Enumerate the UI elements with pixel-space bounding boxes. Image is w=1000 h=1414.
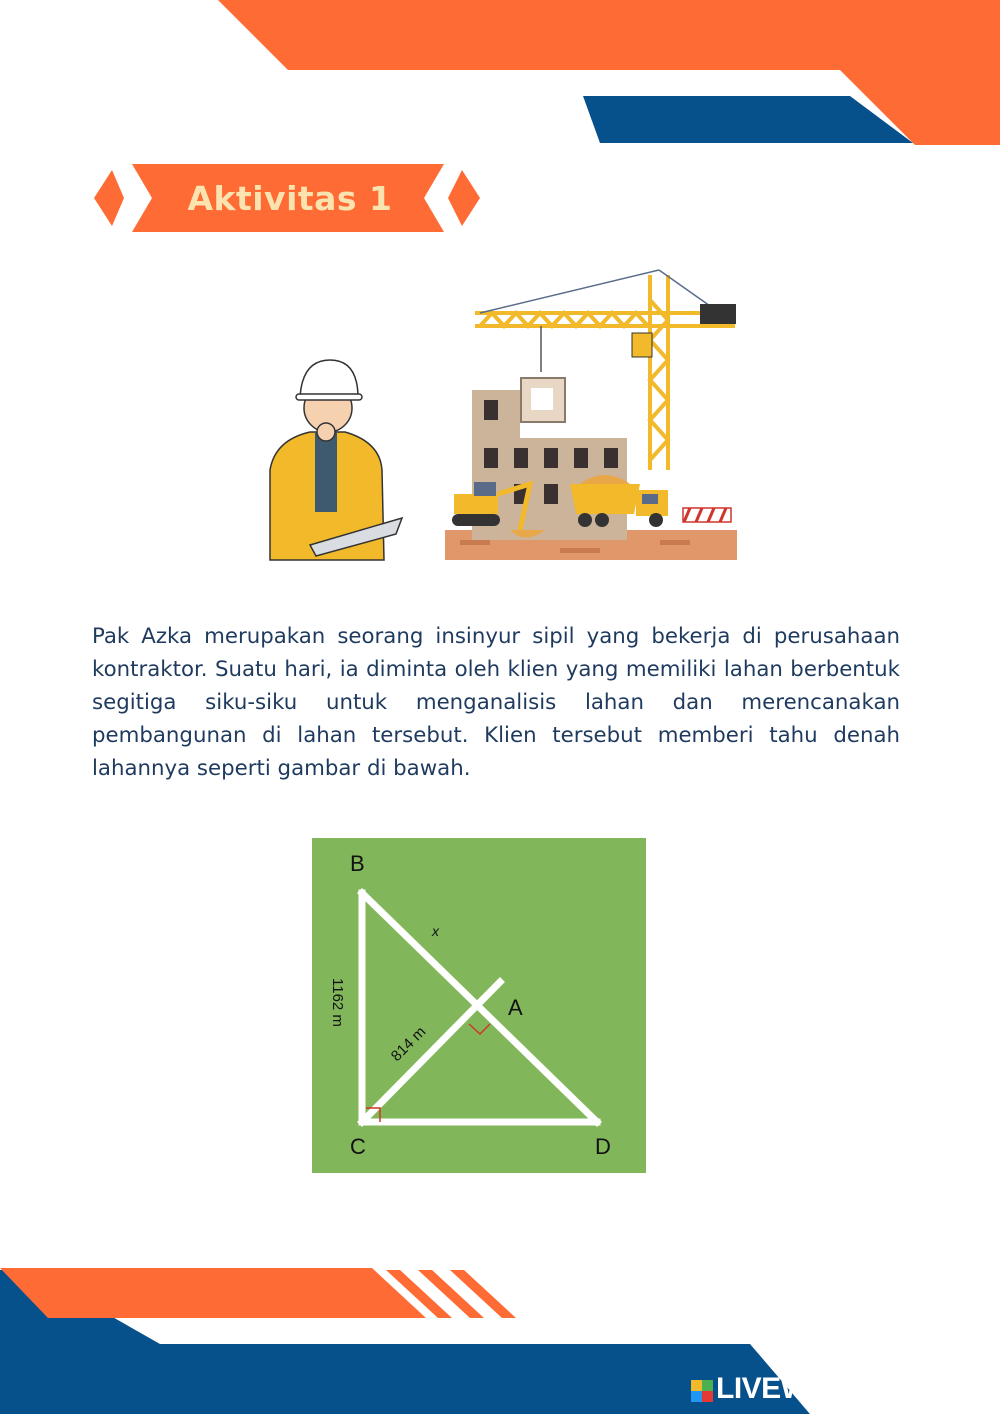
side-ba-unknown: x <box>432 923 439 939</box>
brand-logo-mark <box>691 1380 713 1402</box>
story-paragraph: Pak Azka merupakan seorang insinyur sipil yang bekerja di perusahaan kontraktor. Suatu hari, ia diminta oleh klien yang memiliki lahan berbentuk segitiga siku-siku untuk menganalisis lahan dan merencanakan pembangunan di lahan tersebut. Klien tersebut memberi tahu denah lahannya seperti gambar di bawah. <box>92 624 900 781</box>
brand-liveworksheets[interactable]: LIVEWORKSHEETS <box>716 1372 991 1405</box>
engineer-figure <box>270 360 402 560</box>
crane-counterweight <box>700 304 736 324</box>
vertex-d-label: D <box>595 1134 611 1159</box>
vertex-c-label: C <box>350 1134 366 1159</box>
crane-cab <box>632 333 652 357</box>
side-bc-length: 1162 m <box>329 978 346 1027</box>
road-barrier <box>683 508 731 522</box>
vertex-a-label: A <box>508 995 523 1020</box>
triangle-land-diagram <box>312 838 646 1173</box>
vertex-b-label: B <box>350 851 365 876</box>
activity-title: Aktivitas 1 <box>187 178 393 218</box>
side-ca-length: 814 m <box>387 1023 430 1065</box>
